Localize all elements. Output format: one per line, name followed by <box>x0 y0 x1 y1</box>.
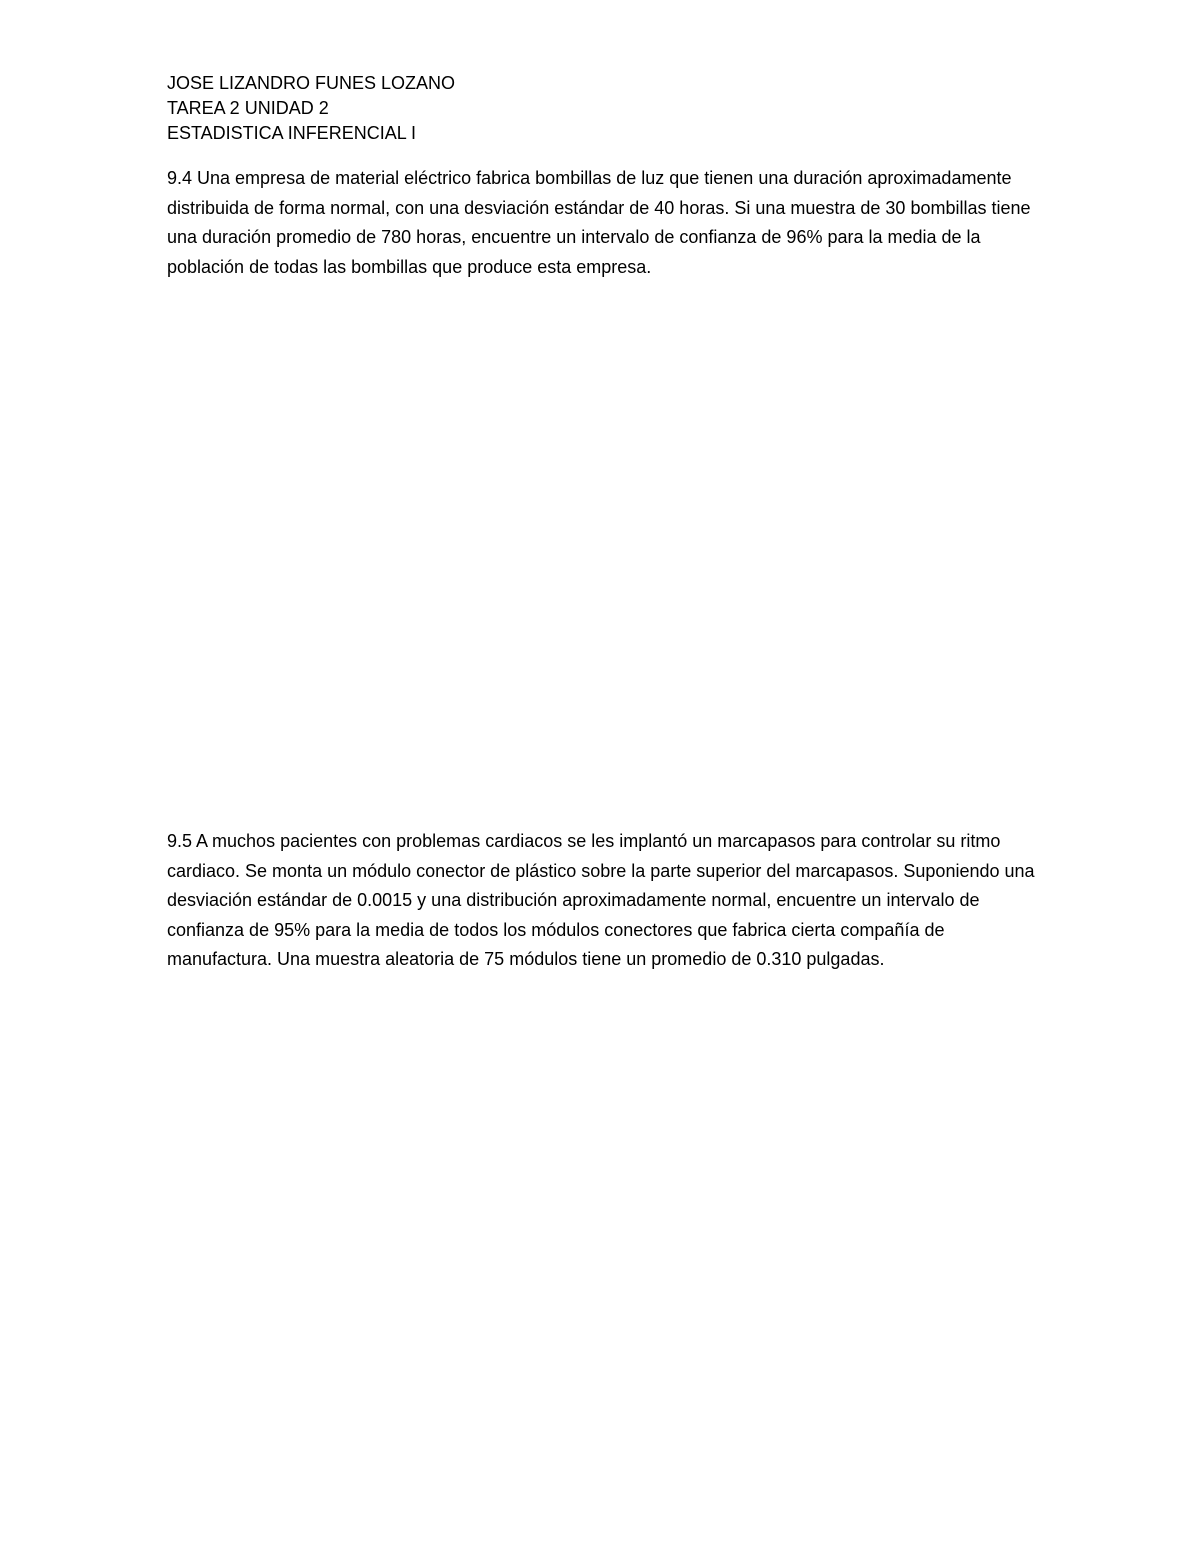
problem-9-5: 9.5 A muchos pacientes con problemas cardiacos se les implantó un marcapasos para controlar su ritmo cardiaco. Se monta un módulo conector de plástico sobre la parte superior del marcapasos. Suponiendo una desviación estándar de 0.0015 y una distribución aproximadamente normal, encuentre un intervalo de confianza de 95% para la media de todos los módulos conectores que fabrica cierta compañía de manufactura. Una muestra aleatoria de 75 módulos tiene un promedio de 0.310 pulgadas. <box>167 831 1035 969</box>
author-name: JOSE LIZANDRO FUNES LOZANO <box>167 73 456 93</box>
course-title: ESTADISTICA INFERENCIAL I <box>167 123 417 143</box>
document-header <box>167 71 1037 146</box>
assignment-title: TAREA 2 UNIDAD 2 <box>167 98 329 118</box>
problem-9-4: 9.4 Una empresa de material eléctrico fabrica bombillas de luz que tienen una duración aproximadamente distribuida de forma normal, con una desviación estándar de 40 horas. Si una muestra de 30 bombillas tiene una duración promedio de 780 horas, encuentre un intervalo de confianza de 96% para la media de la población de todas las bombillas que produce esta empresa. <box>167 168 1031 277</box>
